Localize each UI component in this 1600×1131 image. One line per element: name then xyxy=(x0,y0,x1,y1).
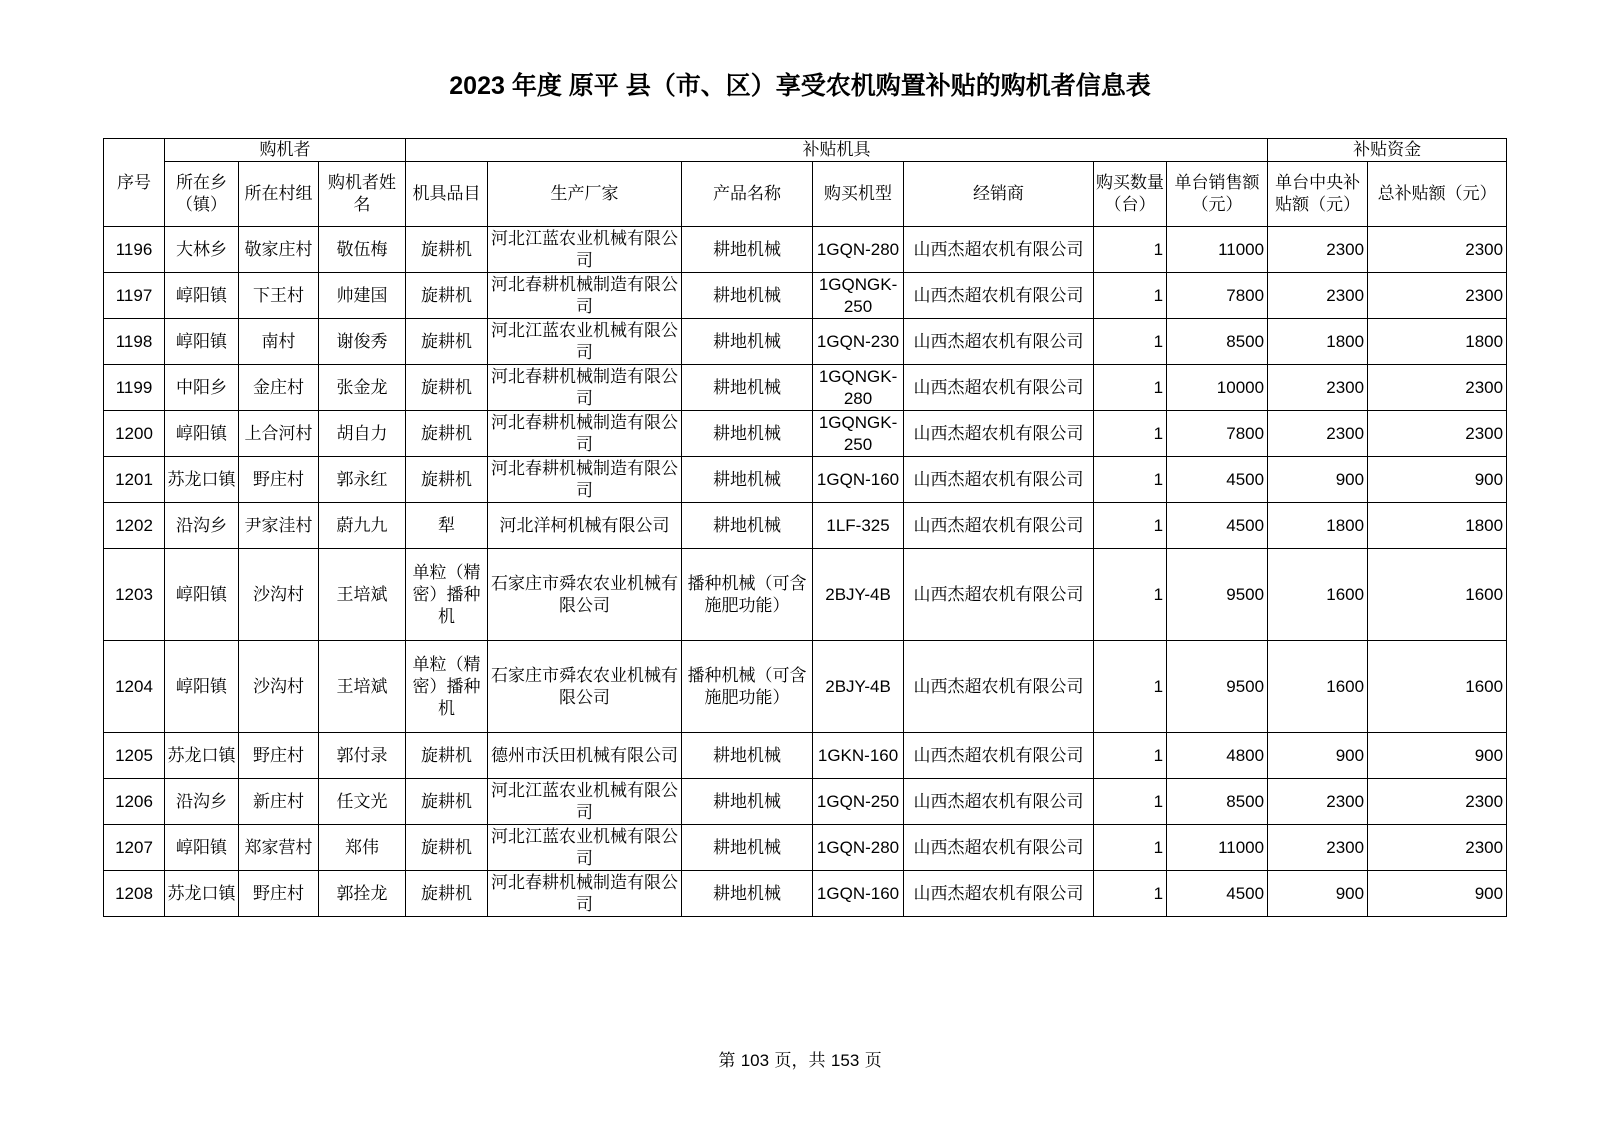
cell-town: 沿沟乡 xyxy=(165,779,239,825)
cell-village: 金庄村 xyxy=(239,365,319,411)
page-title: 2023 年度 原平 县（市、区）享受农机购置补贴的购机者信息表 xyxy=(449,72,1151,100)
table-row xyxy=(104,273,1507,319)
cell-product: 耕地机械 xyxy=(682,733,813,779)
cell-central-subsidy: 900 xyxy=(1268,733,1368,779)
cell-village: 郑家营村 xyxy=(239,825,319,871)
cell-central-subsidy: 2300 xyxy=(1268,273,1368,319)
cell-buyer-name: 敬伍梅 xyxy=(319,227,406,273)
cell-manufacturer: 石家庄市舜农农业机械有限公司 xyxy=(488,641,682,733)
cell-town: 苏龙口镇 xyxy=(165,457,239,503)
cell-qty: 1 xyxy=(1094,227,1167,273)
header-model: 购买机型 xyxy=(813,162,904,227)
table-row xyxy=(104,641,1507,733)
cell-total-subsidy: 1800 xyxy=(1368,503,1507,549)
cell-model: 1GQN-160 xyxy=(813,871,904,917)
cell-central-subsidy: 1600 xyxy=(1268,641,1368,733)
cell-model: 1GQNGK-250 xyxy=(813,411,904,457)
cell-town: 沿沟乡 xyxy=(165,503,239,549)
cell-serial: 1197 xyxy=(104,273,165,319)
cell-manufacturer: 德州市沃田机械有限公司 xyxy=(488,733,682,779)
cell-model: 2BJY-4B xyxy=(813,641,904,733)
cell-price: 8500 xyxy=(1167,319,1268,365)
cell-price: 4500 xyxy=(1167,503,1268,549)
cell-buyer-name: 郭付录 xyxy=(319,733,406,779)
cell-manufacturer: 河北春耕机械制造有限公司 xyxy=(488,273,682,319)
cell-town: 崞阳镇 xyxy=(165,411,239,457)
cell-central-subsidy: 2300 xyxy=(1268,779,1368,825)
cell-model: 1GQN-160 xyxy=(813,457,904,503)
cell-price: 8500 xyxy=(1167,779,1268,825)
cell-manufacturer: 河北江蓝农业机械有限公司 xyxy=(488,825,682,871)
cell-model: 1GQN-280 xyxy=(813,825,904,871)
cell-product: 耕地机械 xyxy=(682,779,813,825)
header-qty: 购买数量（台） xyxy=(1094,162,1167,227)
table-row xyxy=(104,411,1507,457)
footer-suffix: 页 xyxy=(864,1051,882,1071)
cell-price: 4500 xyxy=(1167,457,1268,503)
cell-model: 1GKN-160 xyxy=(813,733,904,779)
cell-total-subsidy: 2300 xyxy=(1368,365,1507,411)
cell-buyer-name: 王培斌 xyxy=(319,549,406,641)
header-category: 机具品目 xyxy=(406,162,488,227)
cell-serial: 1196 xyxy=(104,227,165,273)
cell-product: 播种机械（可含施肥功能） xyxy=(682,641,813,733)
cell-category: 旋耕机 xyxy=(406,365,488,411)
cell-serial: 1207 xyxy=(104,825,165,871)
cell-village: 沙沟村 xyxy=(239,549,319,641)
cell-total-subsidy: 2300 xyxy=(1368,227,1507,273)
cell-price: 7800 xyxy=(1167,411,1268,457)
cell-qty: 1 xyxy=(1094,733,1167,779)
cell-qty: 1 xyxy=(1094,411,1167,457)
cell-price: 10000 xyxy=(1167,365,1268,411)
cell-buyer-name: 任文光 xyxy=(319,779,406,825)
header-manufacturer: 生产厂家 xyxy=(488,162,682,227)
header-town: 所在乡（镇） xyxy=(165,162,239,227)
cell-dealer: 山西杰超农机有限公司 xyxy=(904,549,1094,641)
cell-dealer: 山西杰超农机有限公司 xyxy=(904,779,1094,825)
cell-serial: 1200 xyxy=(104,411,165,457)
cell-village: 野庄村 xyxy=(239,733,319,779)
cell-dealer: 山西杰超农机有限公司 xyxy=(904,365,1094,411)
cell-total-subsidy: 1600 xyxy=(1368,549,1507,641)
cell-central-subsidy: 2300 xyxy=(1268,411,1368,457)
cell-central-subsidy: 2300 xyxy=(1268,825,1368,871)
cell-town: 大林乡 xyxy=(165,227,239,273)
cell-total-subsidy: 900 xyxy=(1368,457,1507,503)
cell-central-subsidy: 2300 xyxy=(1268,365,1368,411)
cell-buyer-name: 郭永红 xyxy=(319,457,406,503)
cell-qty: 1 xyxy=(1094,549,1167,641)
cell-buyer-name: 郑伟 xyxy=(319,825,406,871)
cell-model: 1GQNGK-280 xyxy=(813,365,904,411)
cell-central-subsidy: 2300 xyxy=(1268,227,1368,273)
table-row xyxy=(104,457,1507,503)
cell-village: 沙沟村 xyxy=(239,641,319,733)
cell-category: 旋耕机 xyxy=(406,733,488,779)
cell-qty: 1 xyxy=(1094,825,1167,871)
cell-dealer: 山西杰超农机有限公司 xyxy=(904,319,1094,365)
header-total-subsidy: 总补贴额（元） xyxy=(1368,162,1507,227)
cell-product: 耕地机械 xyxy=(682,273,813,319)
cell-serial: 1203 xyxy=(104,549,165,641)
cell-dealer: 山西杰超农机有限公司 xyxy=(904,227,1094,273)
cell-dealer: 山西杰超农机有限公司 xyxy=(904,825,1094,871)
cell-qty: 1 xyxy=(1094,365,1167,411)
cell-total-subsidy: 1600 xyxy=(1368,641,1507,733)
cell-buyer-name: 张金龙 xyxy=(319,365,406,411)
cell-central-subsidy: 1800 xyxy=(1268,503,1368,549)
cell-qty: 1 xyxy=(1094,871,1167,917)
table-row xyxy=(104,871,1507,917)
header-group-fund: 补贴资金 xyxy=(1268,139,1507,162)
cell-model: 1GQN-230 xyxy=(813,319,904,365)
cell-serial: 1206 xyxy=(104,779,165,825)
header-serial: 序号 xyxy=(104,139,165,227)
cell-village: 上合河村 xyxy=(239,411,319,457)
cell-serial: 1208 xyxy=(104,871,165,917)
cell-buyer-name: 谢俊秀 xyxy=(319,319,406,365)
cell-category: 旋耕机 xyxy=(406,227,488,273)
header-village: 所在村组 xyxy=(239,162,319,227)
cell-serial: 1199 xyxy=(104,365,165,411)
table-row xyxy=(104,549,1507,641)
cell-village: 下王村 xyxy=(239,273,319,319)
header-product: 产品名称 xyxy=(682,162,813,227)
cell-manufacturer: 河北春耕机械制造有限公司 xyxy=(488,365,682,411)
cell-total-subsidy: 2300 xyxy=(1368,411,1507,457)
footer-page-number: 103 xyxy=(740,1051,770,1070)
cell-manufacturer: 河北春耕机械制造有限公司 xyxy=(488,457,682,503)
cell-qty: 1 xyxy=(1094,779,1167,825)
cell-total-subsidy: 1800 xyxy=(1368,319,1507,365)
header-dealer: 经销商 xyxy=(904,162,1094,227)
cell-model: 1GQN-280 xyxy=(813,227,904,273)
cell-serial: 1198 xyxy=(104,319,165,365)
cell-town: 崞阳镇 xyxy=(165,319,239,365)
cell-product: 耕地机械 xyxy=(682,457,813,503)
cell-price: 11000 xyxy=(1167,825,1268,871)
cell-village: 尹家洼村 xyxy=(239,503,319,549)
cell-manufacturer: 河北江蓝农业机械有限公司 xyxy=(488,227,682,273)
table-row xyxy=(104,825,1507,871)
cell-village: 南村 xyxy=(239,319,319,365)
cell-manufacturer: 河北江蓝农业机械有限公司 xyxy=(488,319,682,365)
cell-category: 旋耕机 xyxy=(406,273,488,319)
cell-product: 耕地机械 xyxy=(682,503,813,549)
cell-central-subsidy: 900 xyxy=(1268,457,1368,503)
cell-serial: 1204 xyxy=(104,641,165,733)
cell-category: 旋耕机 xyxy=(406,319,488,365)
cell-price: 4500 xyxy=(1167,871,1268,917)
cell-total-subsidy: 2300 xyxy=(1368,825,1507,871)
cell-village: 野庄村 xyxy=(239,871,319,917)
cell-manufacturer: 石家庄市舜农农业机械有限公司 xyxy=(488,549,682,641)
cell-dealer: 山西杰超农机有限公司 xyxy=(904,733,1094,779)
cell-buyer-name: 郭拴龙 xyxy=(319,871,406,917)
cell-price: 11000 xyxy=(1167,227,1268,273)
cell-serial: 1201 xyxy=(104,457,165,503)
footer-prefix: 第 xyxy=(718,1051,736,1071)
header-buyer-name: 购机者姓名 xyxy=(319,162,406,227)
cell-manufacturer: 河北江蓝农业机械有限公司 xyxy=(488,779,682,825)
cell-town: 中阳乡 xyxy=(165,365,239,411)
cell-price: 9500 xyxy=(1167,549,1268,641)
header-price: 单台销售额（元） xyxy=(1167,162,1268,227)
cell-dealer: 山西杰超农机有限公司 xyxy=(904,641,1094,733)
cell-product: 耕地机械 xyxy=(682,365,813,411)
cell-buyer-name: 王培斌 xyxy=(319,641,406,733)
cell-dealer: 山西杰超农机有限公司 xyxy=(904,503,1094,549)
cell-product: 耕地机械 xyxy=(682,227,813,273)
header-group-machine: 补贴机具 xyxy=(406,139,1268,162)
cell-village: 新庄村 xyxy=(239,779,319,825)
cell-category: 单粒（精密）播种机 xyxy=(406,641,488,733)
buyer-info-table xyxy=(103,138,1507,917)
cell-serial: 1202 xyxy=(104,503,165,549)
cell-qty: 1 xyxy=(1094,319,1167,365)
cell-town: 崞阳镇 xyxy=(165,273,239,319)
cell-model: 2BJY-4B xyxy=(813,549,904,641)
cell-product: 耕地机械 xyxy=(682,319,813,365)
cell-category: 旋耕机 xyxy=(406,825,488,871)
cell-buyer-name: 胡自力 xyxy=(319,411,406,457)
cell-buyer-name: 帅建国 xyxy=(319,273,406,319)
cell-product: 耕地机械 xyxy=(682,411,813,457)
table-row xyxy=(104,227,1507,273)
cell-price: 7800 xyxy=(1167,273,1268,319)
cell-central-subsidy: 1800 xyxy=(1268,319,1368,365)
cell-dealer: 山西杰超农机有限公司 xyxy=(904,871,1094,917)
cell-buyer-name: 蔚九九 xyxy=(319,503,406,549)
cell-category: 旋耕机 xyxy=(406,871,488,917)
cell-village: 野庄村 xyxy=(239,457,319,503)
header-central-subsidy: 单台中央补贴额（元） xyxy=(1268,162,1368,227)
table-row xyxy=(104,365,1507,411)
page-footer xyxy=(0,1046,1600,1071)
table-row xyxy=(104,503,1507,549)
cell-dealer: 山西杰超农机有限公司 xyxy=(904,273,1094,319)
footer-middle: 页，共 xyxy=(774,1051,826,1071)
table-row xyxy=(104,779,1507,825)
cell-model: 1LF-325 xyxy=(813,503,904,549)
cell-qty: 1 xyxy=(1094,457,1167,503)
cell-town: 崞阳镇 xyxy=(165,641,239,733)
cell-model: 1GQN-250 xyxy=(813,779,904,825)
cell-category: 旋耕机 xyxy=(406,779,488,825)
cell-qty: 1 xyxy=(1094,273,1167,319)
cell-product: 耕地机械 xyxy=(682,825,813,871)
table-row xyxy=(104,733,1507,779)
cell-price: 4800 xyxy=(1167,733,1268,779)
table-row xyxy=(104,319,1507,365)
cell-central-subsidy: 900 xyxy=(1268,871,1368,917)
cell-total-subsidy: 900 xyxy=(1368,871,1507,917)
cell-town: 苏龙口镇 xyxy=(165,871,239,917)
cell-manufacturer: 河北春耕机械制造有限公司 xyxy=(488,871,682,917)
cell-manufacturer: 河北春耕机械制造有限公司 xyxy=(488,411,682,457)
header-group-buyer: 购机者 xyxy=(165,139,406,162)
cell-category: 旋耕机 xyxy=(406,411,488,457)
cell-total-subsidy: 2300 xyxy=(1368,779,1507,825)
footer-total-pages: 153 xyxy=(830,1051,860,1070)
cell-central-subsidy: 1600 xyxy=(1268,549,1368,641)
cell-category: 犁 xyxy=(406,503,488,549)
cell-serial: 1205 xyxy=(104,733,165,779)
cell-qty: 1 xyxy=(1094,503,1167,549)
cell-town: 崞阳镇 xyxy=(165,825,239,871)
cell-price: 9500 xyxy=(1167,641,1268,733)
cell-village: 敬家庄村 xyxy=(239,227,319,273)
cell-model: 1GQNGK-250 xyxy=(813,273,904,319)
cell-manufacturer: 河北洋柯机械有限公司 xyxy=(488,503,682,549)
cell-category: 旋耕机 xyxy=(406,457,488,503)
cell-product: 播种机械（可含施肥功能） xyxy=(682,549,813,641)
cell-qty: 1 xyxy=(1094,641,1167,733)
cell-dealer: 山西杰超农机有限公司 xyxy=(904,411,1094,457)
cell-product: 耕地机械 xyxy=(682,871,813,917)
cell-category: 单粒（精密）播种机 xyxy=(406,549,488,641)
cell-total-subsidy: 2300 xyxy=(1368,273,1507,319)
cell-town: 崞阳镇 xyxy=(165,549,239,641)
cell-town: 苏龙口镇 xyxy=(165,733,239,779)
cell-dealer: 山西杰超农机有限公司 xyxy=(904,457,1094,503)
cell-total-subsidy: 900 xyxy=(1368,733,1507,779)
